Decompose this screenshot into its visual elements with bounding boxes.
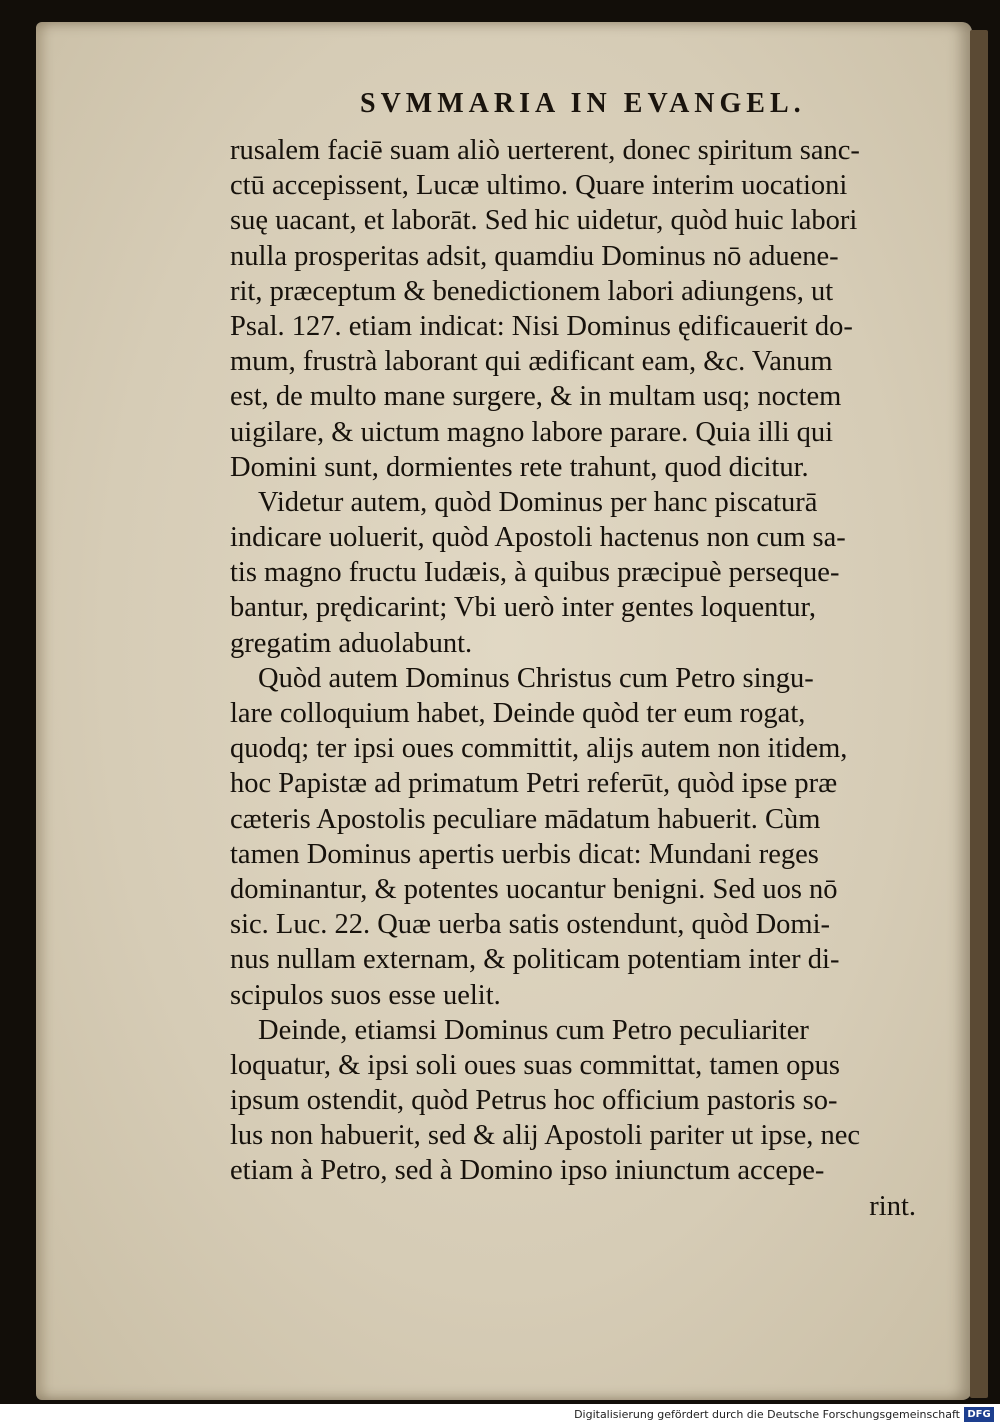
text-line: Videtur autem, quòd Dominus per hanc piscaturā [258,486,818,518]
page-body [230,133,930,1224]
text-line: dominantur, & potentes uocantur benigni. Sed uos nō [230,873,838,905]
text-line: rit, præceptum & benedictionem labori adiungens, ut [230,275,834,307]
text-line: Quòd autem Dominus Christus cum Petro singu- [258,662,814,694]
text-line: lus non habuerit, sed & alij Apostoli pariter ut ipse, nec [230,1120,861,1152]
text-line: Psal. 127. etiam indicat: Nisi Dominus ędificauerit do- [230,310,853,342]
text-line: sic. Luc. 22. Quæ uerba satis ostendunt, quòd Domi- [230,909,831,941]
text-line: nulla prosperitas adsit, quamdiu Dominus nō aduene- [230,240,839,272]
text-line: etiam à Petro, sed à Domino ipso iniunctum accepe- [230,1155,825,1187]
text-line: uigilare, & uictum magno labore parare. Quia illi qui [230,416,834,448]
text-line: cæteris Apostolis peculiare mādatum habuerit. Cùm [230,803,821,835]
page-edge [970,30,988,1398]
text-line: lare colloquium habet, Deinde quòd ter eum rogat, [230,698,806,729]
text-line: mum, frustrà laborant qui ædificant eam, &c. Vanum [230,346,833,378]
text-line: ipsum ostendit, quòd Petrus hoc officium pastoris so- [230,1085,838,1117]
funding-credit: Digitalisierung gefördert durch die Deutsche Forschungsgemeinschaft [574,1408,960,1421]
text-line: ctū accepissent, Lucæ ultimo. Quare interim uocationi [230,170,848,202]
dfg-logo: DFG [964,1407,994,1422]
running-head: SVMMARIA IN EVANGEL. [360,88,806,119]
text-line: tamen Dominus apertis uerbis dicat: Mundani reges [230,838,819,870]
text-line: indicare uoluerit, quòd Apostoli hactenus non cum sa- [230,522,846,554]
text-line: bantur, prędicarint; Vbi uerò inter gentes loquentur, [230,592,817,624]
text-line: hoc Papistæ ad primatum Petri referūt, quòd ipse præ [230,768,838,800]
text-line: suę uacant, et laborāt. Sed hic uidetur, quòd huic labori [230,205,858,237]
text-line: rusalem faciē suam aliò uerterent, donec spiritum sanc- [230,135,860,166]
footer-bar [0,1404,1000,1426]
text-line: est, de multo mane surgere, & in multam usq; noctem [230,381,842,413]
text-line: quodq; ter ipsi oues committit, alijs autem non itidem, [230,733,848,765]
text-line: Deinde, etiamsi Dominus cum Petro peculiariter [258,1014,809,1046]
text-line: rint. [869,1190,916,1222]
text-line: nus nullam externam, & politicam potentiam inter di- [230,944,840,976]
text-line: loquatur, & ipsi soli oues suas committat, tamen opus [230,1049,840,1081]
text-line: Domini sunt, dormientes rete trahunt, quod dicitur. [230,451,809,483]
text-line: tis magno fructu Iudæis, à quibus præcipuè perseque- [230,557,840,589]
text-line: scipulos suos esse uelit. [230,979,501,1011]
text-line: gregatim aduolabunt. [230,627,473,659]
